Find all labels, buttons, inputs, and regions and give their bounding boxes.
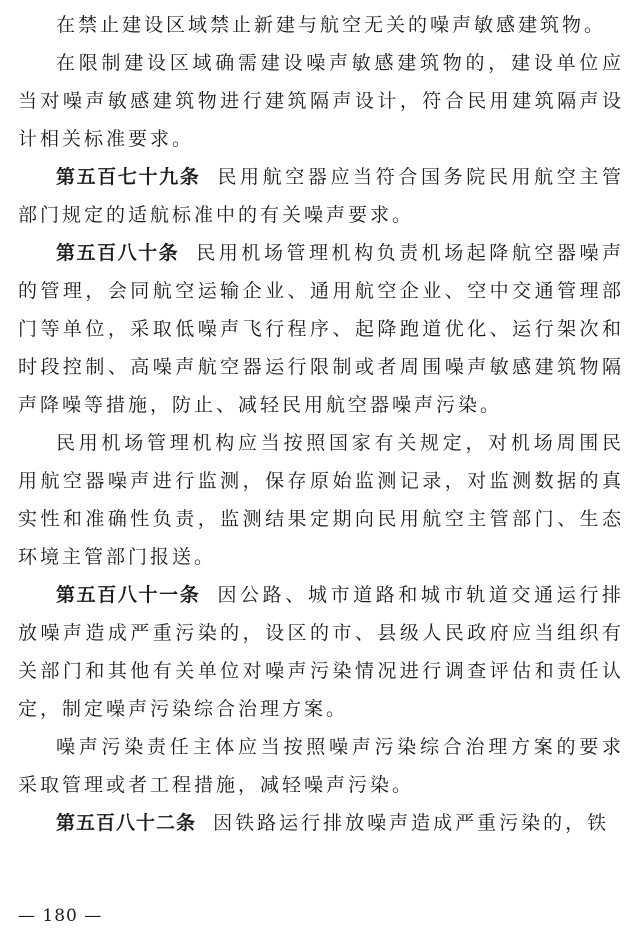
article-paragraph: 第五百八十条 民用机场管理机构负责机场起降航空器噪声的管理，会同航空运输企业、通用航空企业、空中交通管理部门等单位，采取低噪声飞行程序、起降跑道优化、运行架次和时段控制、高噪声航空器运行限制或者周围噪声敏感建筑物隔声降噪等措施，防止、减轻民用航空器噪声污染。 bbox=[18, 242, 624, 416]
article-paragraph: 第五百八十二条 因铁路运行排放噪声造成严重污染的，铁 bbox=[56, 812, 610, 834]
article-number: 第五百八十一条 bbox=[56, 584, 201, 606]
article-paragraph: 第五百七十九条 民用航空器应当符合国务院民用航空主管部门规定的适航标准中的有关噪声要求。 bbox=[18, 166, 624, 226]
document-page bbox=[18, 6, 624, 842]
page-number: — 180 — bbox=[18, 906, 103, 926]
article-paragraph: 第五百八十一条 因公路、城市道路和城市轨道交通运行排放噪声造成严重污染的，设区的市、县级人民政府应当组织有关部门和其他有关单位对噪声污染情况进行调查评估和责任认定，制定噪声污染综合治理方案。 bbox=[18, 584, 624, 720]
paragraph: 噪声污染责任主体应当按照噪声污染综合治理方案的要求采取管理或者工程措施，减轻噪声污染。 bbox=[18, 736, 624, 796]
article-number: 第五百八十二条 bbox=[56, 812, 197, 834]
article-number: 第五百七十九条 bbox=[56, 166, 201, 188]
paragraph: 在限制建设区域确需建设噪声敏感建筑物的，建设单位应当对噪声敏感建筑物进行建筑隔声设计，符合民用建筑隔声设计相关标准要求。 bbox=[18, 52, 624, 150]
article-number: 第五百八十条 bbox=[56, 242, 180, 264]
paragraph: 民用机场管理机构应当按照国家有关规定，对机场周围民用航空器噪声进行监测，保存原始监测记录，对监测数据的真实性和准确性负责，监测结果定期向民用航空主管部门、生态环境主管部门报送。 bbox=[18, 432, 624, 568]
paragraph: 在禁止建设区域禁止新建与航空无关的噪声敏感建筑物。 bbox=[56, 14, 607, 36]
